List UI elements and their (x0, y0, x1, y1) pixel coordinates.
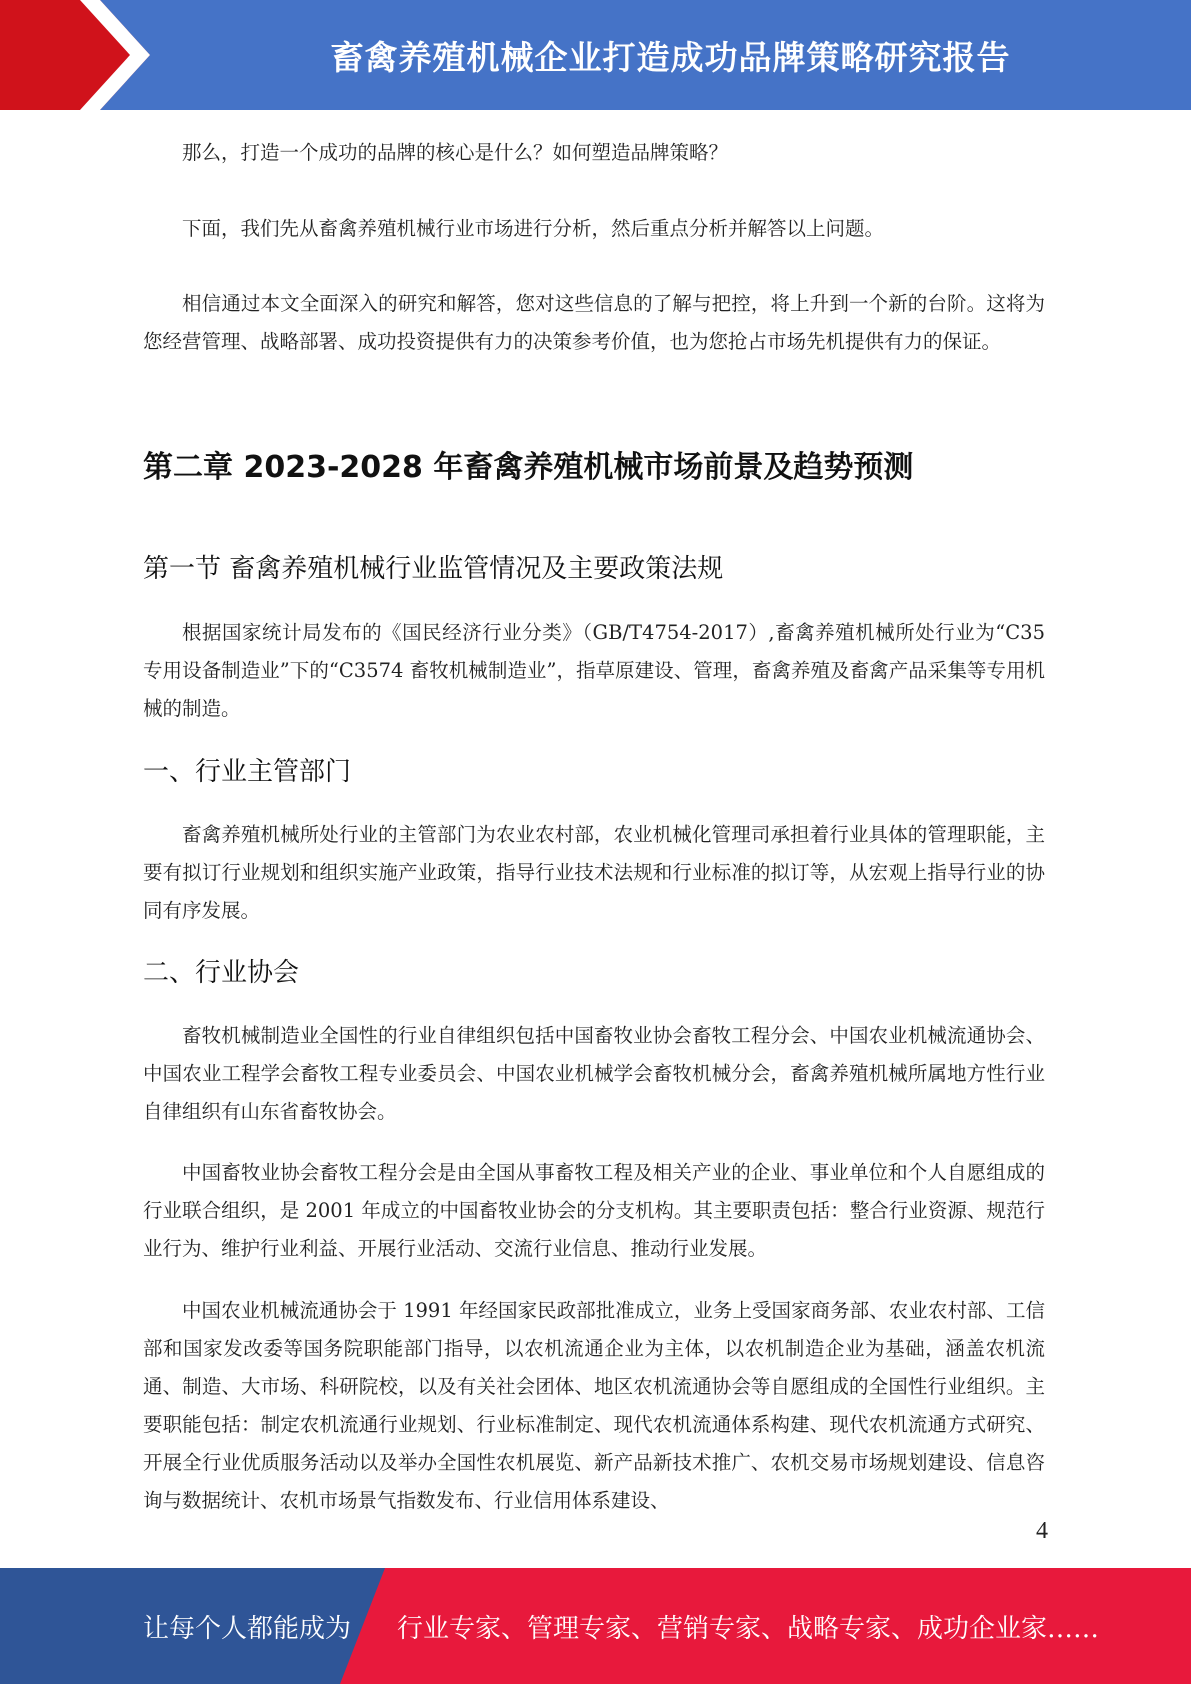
page-number: 4 (1036, 1518, 1048, 1544)
subsection-title-authority: 一、行业主管部门 (143, 757, 352, 787)
red-arrow-shape (0, 0, 150, 110)
paragraph-analysis-plan: 下面，我们先从畜禽养殖机械行业市场进行分析，然后重点分析并解答以上问题。 (182, 217, 885, 240)
section-title: 第一节 畜禽养殖机械行业监管情况及主要政策法规 (143, 554, 724, 584)
document-title: 畜禽养殖机械企业打造成功品牌策略研究报告 (330, 37, 1011, 77)
footer-slogan-right: 行业专家、管理专家、营销专家、战略专家、成功企业家…… (397, 1613, 1100, 1644)
paragraph-industry-classification: 根据国家统计局发布的《国民经济行业分类》（GB/T4754-2017）,畜禽养殖机械所处行业为“C35 专用设备制造业”下的“C3574 畜牧机械制造业”，指草原建设、管理，畜禽养殖及畜禽产品采集等专用机械的制造。 (143, 621, 1045, 720)
subsection-title-associations: 二、行业协会 (143, 958, 300, 988)
paragraph-authority: 畜禽养殖机械所处行业的主管部门为农业农村部，农业机械化管理司承担着行业具体的管理职能，主要有拟订行业规划和组织实施产业政策，指导行业技术法规和行业标准的拟订等，从宏观上指导行业的协同有序发展。 (143, 823, 1045, 922)
footer-slogan-left: 让每个人都能成为 (143, 1613, 352, 1644)
footer-banner (0, 1568, 1191, 1684)
paragraph-intro-question: 那么，打造一个成功的品牌的核心是什么？如何塑造品牌策略？ (182, 141, 729, 164)
paragraph-machinery-circulation-association: 中国农业机械流通协会于 1991 年经国家民政部批准成立，业务上受国家商务部、农业农村部、工信部和国家发改委等国务院职能部门指导，以农机流通企业为主体，以农机制造企业为基础，涵盖农机流通、制造、大市场、科研院校，以及有关社会团体、地区农机流通协会等自愿组成的全国性行业组织。主要职能包括：制定农机流通行业规划、行业标准制定、现代农机流通体系构建、现代农机流通方式研究、开展全行业优质服务活动以及举办全国性农机展览、新产品新技术推广、农机交易市场规划建设、信息咨询与数据统计、农机市场景气指数发布、行业信用体系建设、 (143, 1299, 1045, 1512)
paragraph-associations: 畜牧机械制造业全国性的行业自律组织包括中国畜牧业协会畜牧工程分会、中国农业机械流通协会、中国农业工程学会畜牧工程专业委员会、中国农业机械学会畜牧机械分会，畜禽养殖机械所属地方性行业自律组织有山东省畜牧协会。 (143, 1024, 1045, 1123)
paragraph-livestock-engineering-branch: 中国畜牧业协会畜牧工程分会是由全国从事畜牧工程及相关产业的企业、事业单位和个人自愿组成的行业联合组织，是 2001 年成立的中国畜牧业协会的分支机构。其主要职责包括：整合行业资源、规范行业行为、维护行业利益、开展行业活动、交流行业信息、推动行业发展。 (143, 1161, 1045, 1260)
chapter-title: 第二章 2023-2028 年畜禽养殖机械市场前景及趋势预测 (143, 450, 914, 485)
header-banner (0, 0, 1191, 110)
paragraph-value-statement: 相信通过本文全面深入的研究和解答，您对这些信息的了解与把控，将上升到一个新的台阶。这将为您经营管理、战略部署、成功投资提供有力的决策参考价值，也为您抢占市场先机提供有力的保证。 (143, 292, 1045, 353)
